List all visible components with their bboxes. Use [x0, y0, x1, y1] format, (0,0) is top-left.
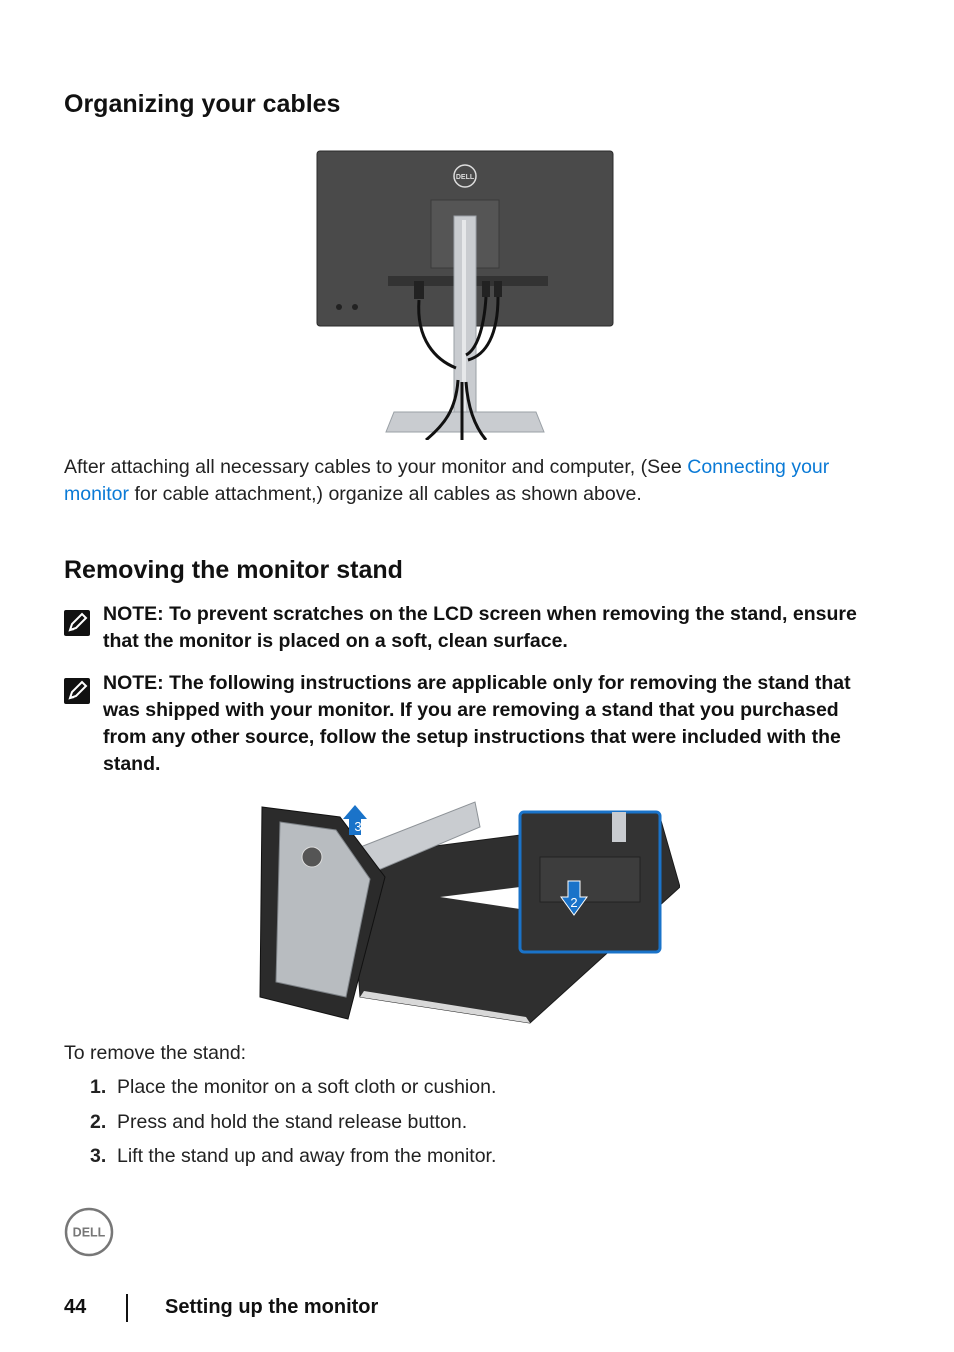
cables-paragraph-text-2: for cable attachment,) organize all cables as shown above.	[129, 483, 642, 505]
connecting-monitor-link[interactable]: Connecting your monitor	[64, 456, 830, 505]
step-number: 3.	[90, 1145, 107, 1167]
step-text: Place the monitor on a soft cloth or cushion.	[117, 1076, 497, 1098]
steps-intro: To remove the stand:	[64, 1042, 247, 1064]
steps-list	[90, 1070, 496, 1174]
cables-paragraph	[64, 454, 844, 508]
monitor-back-cables-illustration	[316, 150, 614, 440]
step-item	[90, 1070, 496, 1105]
footer-section-title: Setting up the monitor	[165, 1296, 379, 1318]
section-heading-remove-stand: Removing the monitor stand	[64, 556, 403, 584]
note-pencil-icon	[64, 678, 90, 704]
step-number: 1.	[90, 1076, 107, 1098]
section-heading-cables: Organizing your cables	[64, 90, 341, 118]
callout-2: 2	[570, 895, 578, 910]
step-number: 2.	[90, 1110, 107, 1133]
note-soft-surface: NOTE: To prevent scratches on the LCD screen when removing the stand, ensure that the monitor is placed on a soft, clean surface.	[103, 603, 857, 652]
monitor-logo: DELL	[455, 174, 475, 181]
page-number: 44	[64, 1296, 87, 1318]
note-pencil-icon	[64, 610, 90, 636]
step-text: Press and hold the stand release button.	[117, 1110, 468, 1133]
dell-logo	[64, 1207, 114, 1257]
footer-divider	[126, 1294, 128, 1322]
step-item	[90, 1139, 496, 1174]
step-item	[90, 1105, 496, 1140]
remove-stand-illustration	[240, 797, 680, 1025]
step-text: Lift the stand up and away from the monitor.	[117, 1145, 497, 1167]
callout-3: 3	[354, 819, 362, 834]
cables-paragraph-text-1: After attaching all necessary cables to your monitor and computer, (See	[64, 456, 688, 478]
note-stand-source: NOTE: The following instructions are applicable only for removing the stand that was shipped with your monitor. If you are removing a stand that you purchased from any other source, follow the setup instructions that were included with the stand.	[103, 672, 851, 775]
dell-logo-text: DELL	[72, 1225, 106, 1240]
